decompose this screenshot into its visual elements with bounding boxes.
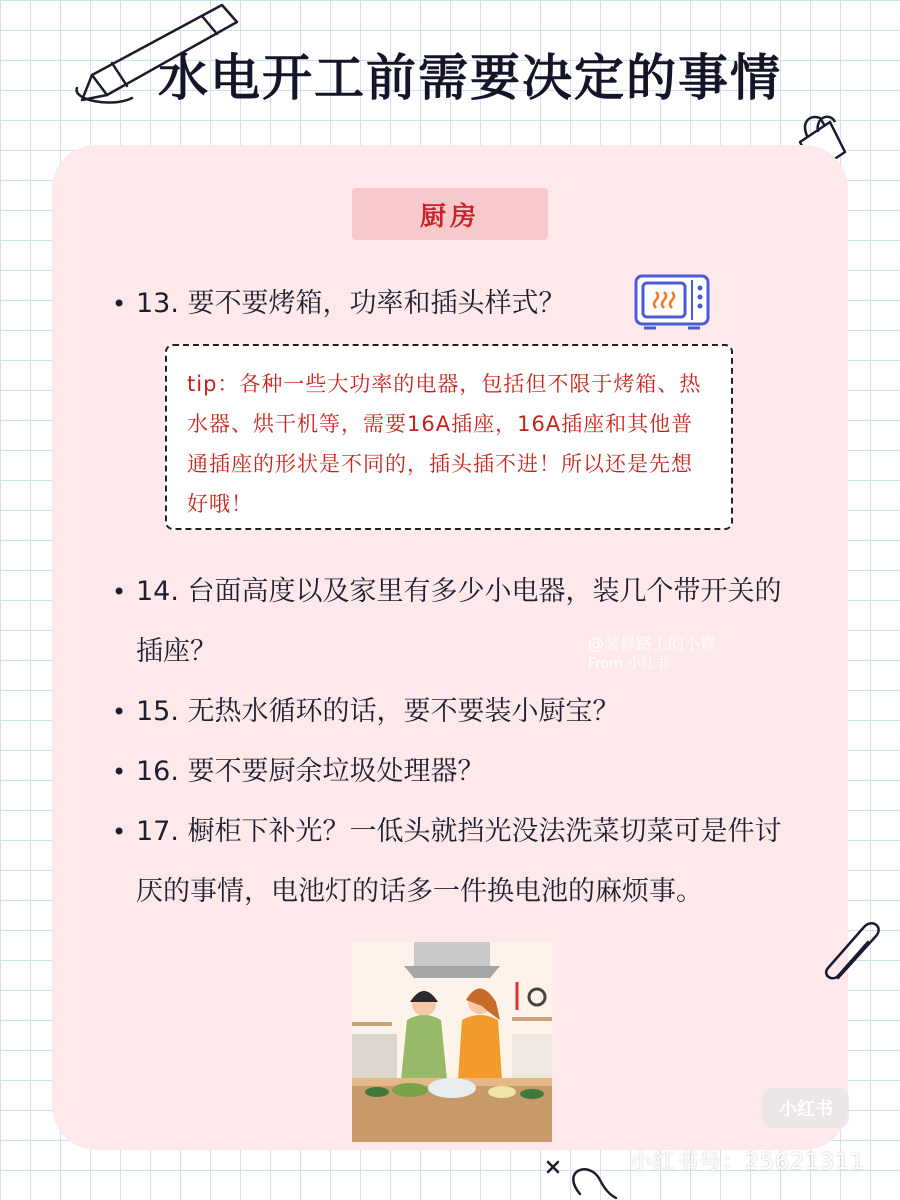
list-item-text: 15. 无热水循环的话，要不要装小厨宝？: [136, 696, 620, 727]
list-item-text: 13. 要不要烤箱，功率和插头样式？: [136, 288, 566, 319]
bullet: •: [112, 818, 127, 846]
list-item-text: 17. 橱柜下补光？一低头就挡光没法洗菜切菜可是件讨厌的事情，电池灯的话多一件换电池的麻烦事。: [136, 816, 782, 907]
section-tag: 厨房: [352, 188, 548, 240]
watermark-author: @装修路上的小蝶: [588, 634, 717, 653]
brand-watermark-id: 小红书号：25621311: [630, 1150, 865, 1175]
scribble-icon: [540, 1150, 620, 1200]
brand-watermark-logo: 小红书: [763, 1088, 849, 1128]
author-watermark: [588, 634, 716, 674]
tip-box: tip：各种一些大功率的电器，包括但不限于烤箱、热水器、烘干机等，需要16A插座，16A插座和其他普通插座的形状是不同的，插头插不进！所以还是先想好哦！: [165, 344, 733, 530]
list-item-text: 14. 台面高度以及家里有多少小电器，装几个带开关的插座？: [136, 576, 782, 667]
list-item: [112, 682, 802, 742]
microwave-oven-icon: [634, 272, 712, 332]
bullet: •: [112, 758, 127, 786]
bullet: •: [112, 290, 127, 318]
watermark-source: From 小红书: [588, 656, 670, 672]
list-item: [112, 742, 802, 802]
page-title: 水电开工前需要决定的事情: [158, 49, 782, 107]
list-item: [112, 802, 802, 922]
paperclip-icon: [818, 918, 888, 988]
list-item-text: 16. 要不要厨余垃圾处理器？: [136, 756, 485, 787]
bullet: •: [112, 578, 127, 606]
kitchen-cooking-illustration: [352, 942, 552, 1142]
bullet: •: [112, 698, 127, 726]
